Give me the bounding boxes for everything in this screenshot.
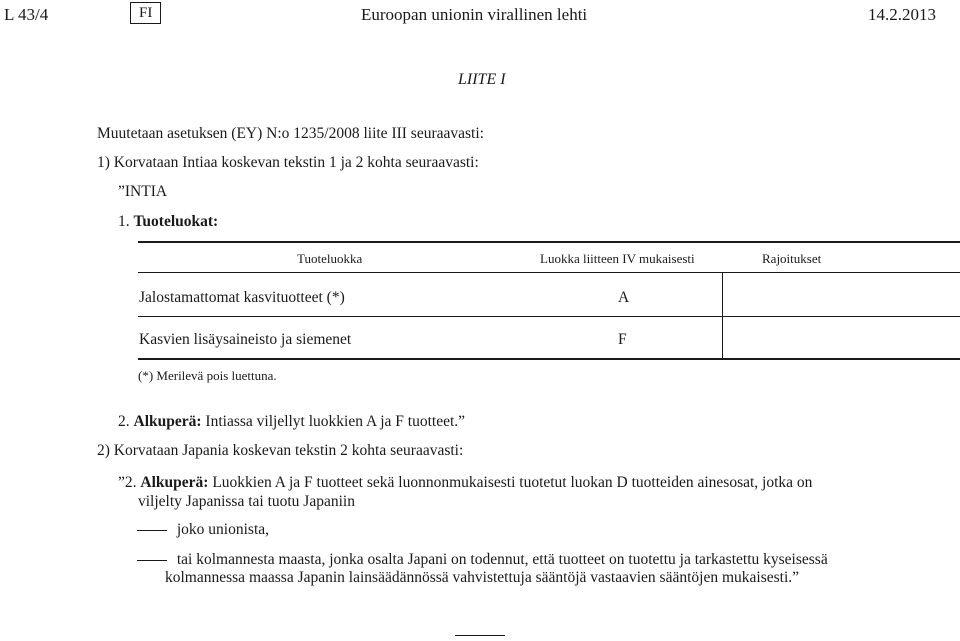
section-2-text: Intiassa viljellyt luokkien A ja F tuotteet.” (205, 413, 466, 430)
japan-origin-text-1: Luokkien A ja F tuotteet sekä luonnonmukaisesti tuotetut luokan D tuotteiden ainesosat, jotka on (212, 474, 813, 491)
section-2-number: 2. (118, 413, 130, 430)
section-1-title: Tuoteluokat: (133, 213, 219, 230)
annex-title: LIITE I (458, 71, 506, 88)
table-footnote: (*) Merilevä pois luettuna. (138, 368, 277, 383)
language-code-box: FI (130, 2, 161, 24)
table-row-2-product: Kasvien lisäysaineisto ja siemenet (139, 331, 352, 348)
item-1: 1) Korvataan Intiaa koskevan tekstin 1 ja 2 kohta seuraavasti: (97, 154, 479, 171)
japan-origin-line-1 (118, 473, 860, 494)
bullet-2-text-line-2: kolmannessa maassa Japanin lainsäädännössä vahvistettuja sääntöjä vastaavien sääntöjen mukaisesti.” (165, 569, 800, 586)
em-dash-icon (137, 560, 167, 561)
section-2-line (118, 412, 465, 433)
bullet-1-text: joko unionista, (176, 521, 270, 538)
japan-origin-title: Alkuperä: (140, 474, 209, 491)
publication-date: 14.2.2013 (868, 5, 936, 24)
footer-rule (455, 635, 505, 636)
table-header-rule (138, 272, 960, 273)
intro-paragraph: Muutetaan asetuksen (EY) N:o 1235/2008 liite III seuraavasti: (97, 125, 484, 142)
country-heading: ”INTIA (118, 183, 168, 200)
section-2-title: Alkuperä: (133, 413, 202, 430)
em-dash-icon (137, 530, 167, 531)
item-2: 2) Korvataan Japania koskevan tekstin 2 kohta seuraavasti: (97, 442, 464, 459)
table-column-divider (722, 272, 723, 358)
table-header-restrictions: Rajoitukset (762, 251, 822, 266)
bullet-item-1 (137, 520, 269, 541)
journal-title: Euroopan unionin virallinen lehti (361, 5, 588, 24)
table-top-rule (138, 241, 960, 243)
section-1-number: 1. (118, 213, 130, 230)
page-reference: L 43/4 (4, 5, 49, 24)
table-header-category: Luokka liitteen IV mukaisesti (540, 251, 695, 266)
table-row-rule (138, 316, 960, 317)
bullet-2-text-line-1: tai kolmannesta maasta, jonka osalta Japani on todennut, että tuotteet on tuotettu ja tarkastettu kyseisessä (176, 551, 828, 568)
japan-origin-prefix: ”2. (118, 474, 137, 491)
section-1-heading (118, 212, 218, 233)
japan-origin-line-2: viljelty Japanissa tai tuotu Japaniin (138, 493, 355, 510)
table-row-1-product: Jalostamattomat kasvituotteet (*) (139, 289, 345, 306)
table-row-1-category: A (618, 289, 630, 306)
table-bottom-rule (138, 358, 960, 360)
table-row-2-category: F (618, 331, 627, 348)
table-header-product: Tuoteluokka (297, 251, 363, 266)
